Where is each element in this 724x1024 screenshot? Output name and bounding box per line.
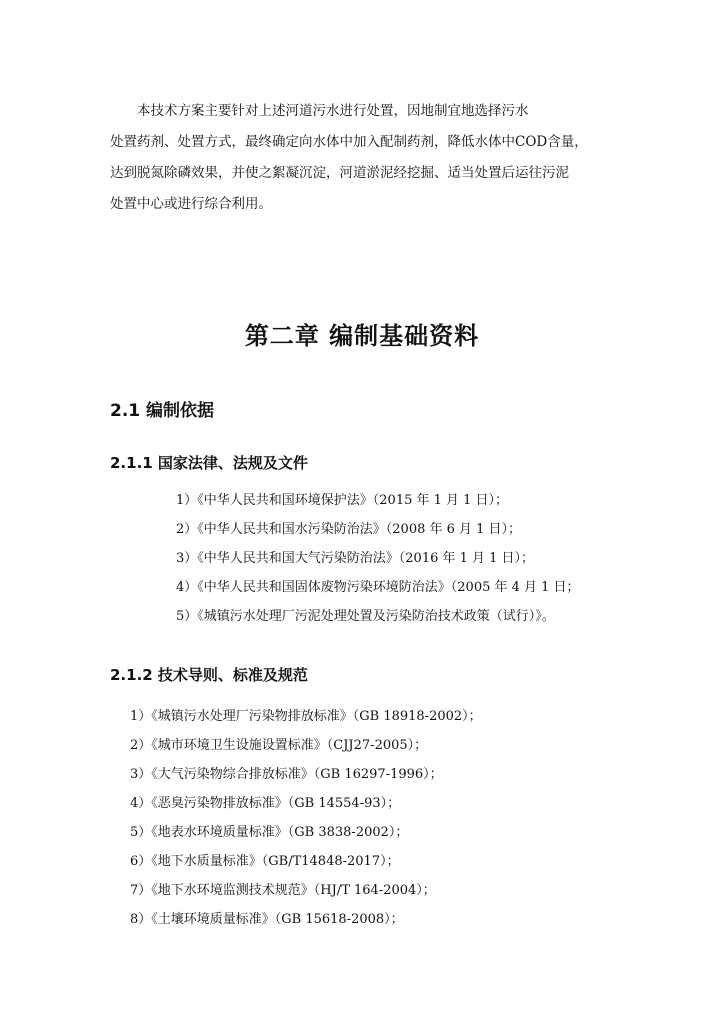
list-item: 1）《城镇污水处理厂污染物排放标准》（GB 18918-2002）； [130,709,482,724]
list-item: 1）《中华人民共和国环境保护法》（2015 年 1 月 1 日）； [176,493,509,508]
list-item: 4）《恶臭污染物排放标准》（GB 14554-93）； [130,796,401,811]
list-item: 4）《中华人民共和国固体废物污染环境防治法》（2005 年 4 月 1 日； [176,580,580,595]
section-heading-2-1-2: 2.1.2 技术导则、标准及规范 [110,666,308,684]
list-item: 5）《地表水环境质量标准》（GB 3838-2002）； [130,825,409,840]
section-heading-2-1-1: 2.1.1 国家法律、法规及文件 [110,454,308,472]
intro-line: 处置药剂、处置方式，最终确定向水体中加入配制药剂，降低水体中COD含量， [110,134,588,150]
standards-list [130,702,482,934]
list-item: 8）《土壤环境质量标准》（GB 15618-2008）； [130,912,404,927]
intro-line: 本技术方案主要针对上述河道污水进行处置，因地制宜地选择污水 [137,103,529,119]
list-item: 3）《大气污染物综合排放标准》（GB 16297-1996）； [130,767,443,782]
list-item: 2）《城市环境卫生设施设置标准》（CJJ27-2005）； [130,738,428,753]
intro-paragraph [110,96,630,220]
list-item: 5）《城镇污水处理厂污泥处理处置及污染防治技术政策（试行）》。 [176,609,555,624]
intro-line: 处置中心或进行综合利用。 [110,196,272,212]
intro-line: 达到脱氮除磷效果，并使之絮凝沉淀，河道淤泥经挖掘、适当处置后运往污泥 [110,165,569,181]
list-item: 7）《地下水环境监测技术规范》（HJ/T 164-2004）； [130,883,436,898]
laws-list [176,486,580,631]
chapter-title: 第二章 编制基础资料 [244,322,480,350]
list-item: 3）《中华人民共和国大气污染防治法》（2016 年 1 月 1 日）； [176,551,535,566]
list-item: 6）《地下水质量标准》（GB/T14848-2017）； [130,854,400,869]
list-item: 2）《中华人民共和国水污染防治法》（2008 年 6 月 1 日）； [176,522,522,537]
section-heading-2-1: 2.1 编制依据 [110,401,215,421]
